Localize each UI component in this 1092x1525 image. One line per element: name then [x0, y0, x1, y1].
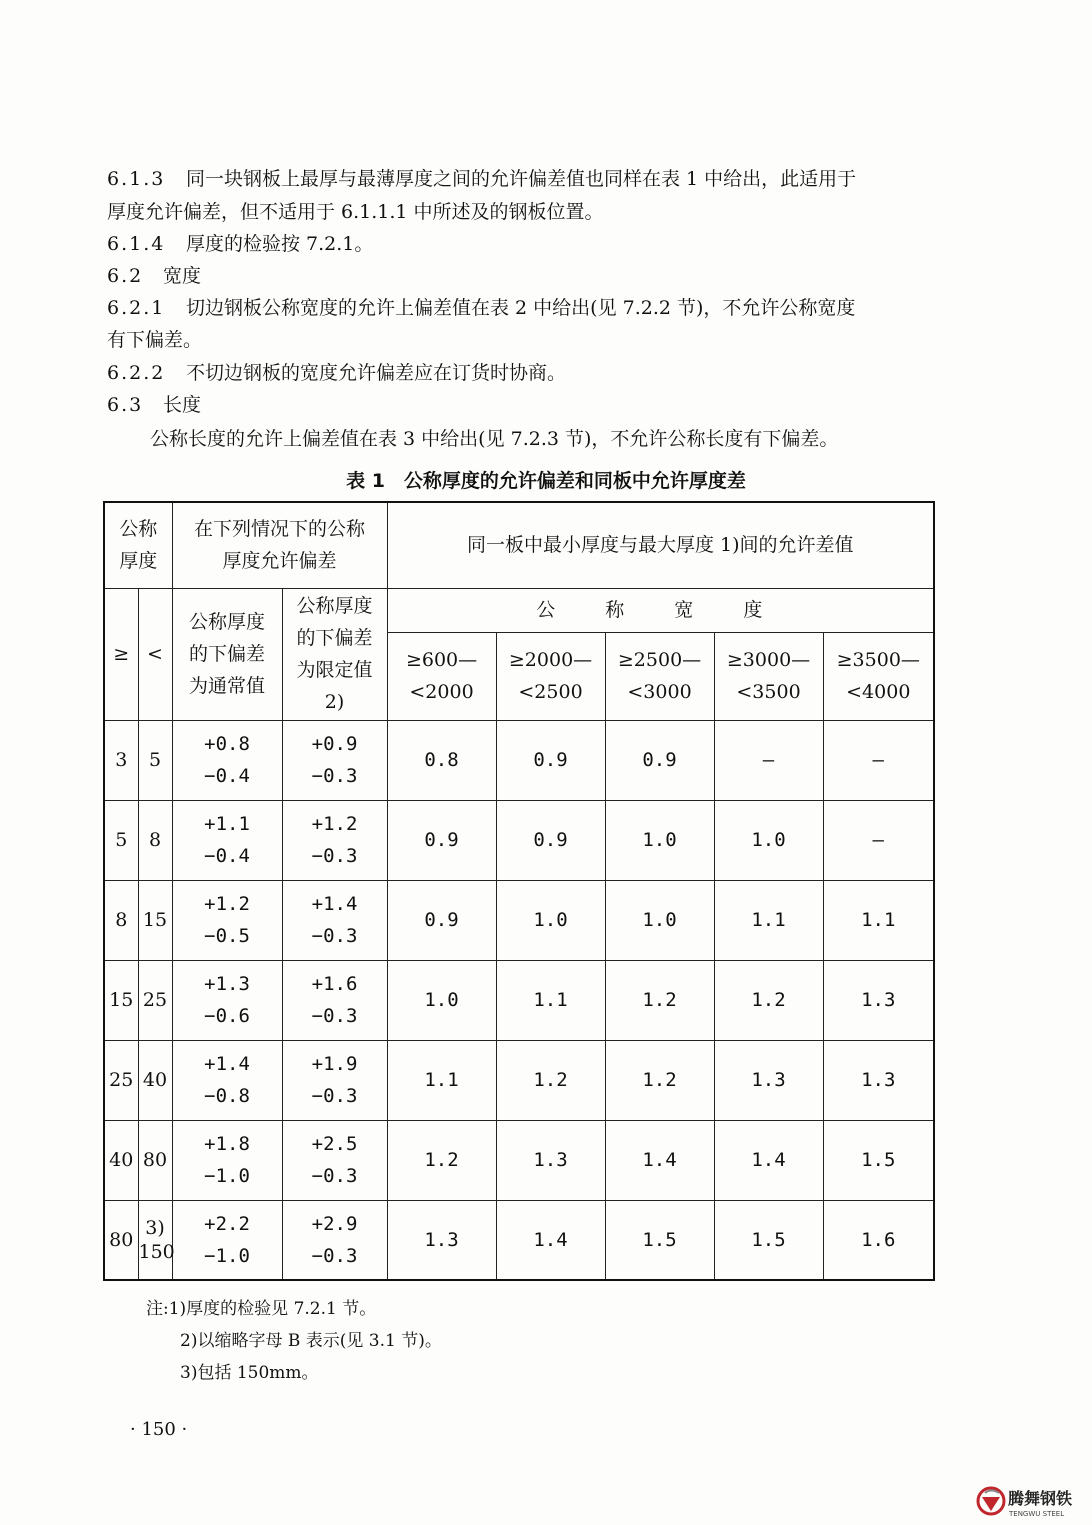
cell-difference: 1.0 [605, 800, 714, 880]
cell-difference: 0.9 [387, 880, 496, 960]
deviation-value: −0.3 [311, 845, 358, 867]
cell-thickness-max: 40 [138, 1040, 172, 1120]
cell-difference: 1.0 [605, 880, 714, 960]
header-thickness-difference: 同一板中最小厚度与最大厚度 1)间的允许差值 [387, 502, 934, 588]
cell-thickness-min: 3 [104, 720, 138, 800]
deviation-value: −0.3 [311, 765, 358, 787]
cell-limited-deviation [282, 800, 387, 880]
header-text: 公 称 宽 度 [536, 599, 785, 621]
header-width-4 [823, 632, 934, 720]
clause-number: 6.1.3 [107, 168, 166, 190]
cell-difference: 1.4 [496, 1200, 605, 1280]
header-text: 公称厚度 [296, 595, 373, 617]
header-text: 在下列情况下的公称 [194, 518, 366, 541]
header-width-1 [496, 632, 605, 720]
header-text: ≥3000— [726, 649, 811, 671]
header-text: <2000 [409, 681, 474, 703]
note-1: 注:1)厚度的检验见 7.2.1 节。 [146, 1299, 377, 1319]
clause-text: 不切边钢板的宽度允许偏差应在订货时协商。 [186, 362, 567, 384]
cell-difference: 1.0 [714, 800, 823, 880]
cell-difference: 1.6 [823, 1200, 934, 1280]
deviation-value: −0.3 [311, 1165, 358, 1187]
cell-normal-deviation [172, 800, 282, 880]
cell-difference: 1.0 [387, 960, 496, 1040]
table-row [104, 880, 934, 960]
tengwu-steel-logo [975, 1484, 1085, 1520]
clause-text: 切边钢板公称宽度的允许上偏差值在表 2 中给出(见 7.2.2 节)，不允许公称宽度 [186, 297, 856, 319]
header-nominal-width [387, 588, 934, 632]
logo-mark-icon [975, 1484, 1085, 1520]
deviation-value: +2.5 [311, 1133, 358, 1155]
header-width-2 [605, 632, 714, 720]
cell-difference: 1.1 [496, 960, 605, 1040]
cell-difference: 1.1 [714, 880, 823, 960]
cell-thickness-min: 40 [104, 1120, 138, 1200]
deviation-value: +0.9 [311, 733, 358, 755]
cell-difference: 1.2 [605, 1040, 714, 1120]
cell-difference: 1.3 [823, 1040, 934, 1120]
cell-difference: 1.3 [823, 960, 934, 1040]
header-normal-lower [172, 588, 282, 720]
cell-difference: 1.4 [714, 1120, 823, 1200]
deviation-value: −0.3 [311, 925, 358, 947]
clause-text: 厚度允许偏差，但不适用于 6.1.1.1 中所述及的钢板位置。 [107, 201, 604, 223]
cell-normal-deviation [172, 880, 282, 960]
cell-difference: 0.8 [387, 720, 496, 800]
deviation-value: +1.2 [311, 813, 358, 835]
cell-difference: — [714, 720, 823, 800]
note-2: 2)以缩略字母 B 表示(见 3.1 节)。 [180, 1331, 442, 1351]
table-row [104, 1200, 934, 1280]
clause-number: 6.2.1 [107, 297, 166, 319]
cell-limited-deviation [282, 880, 387, 960]
cell-normal-deviation [172, 960, 282, 1040]
deviation-value: −1.0 [204, 1244, 250, 1267]
cell-thickness-min: 5 [104, 800, 138, 880]
header-text: 厚度 [119, 550, 158, 573]
cell-difference: 1.0 [496, 880, 605, 960]
table-row [104, 1040, 934, 1120]
clause-number: 6.2.2 [107, 362, 166, 384]
header-width-0 [387, 632, 496, 720]
cell-difference: 1.5 [714, 1200, 823, 1280]
header-text: <2500 [518, 681, 583, 703]
cell-limited-deviation [282, 960, 387, 1040]
deviation-value: −0.5 [204, 925, 250, 947]
deviation-value: +1.4 [311, 893, 358, 915]
deviation-value: +1.6 [311, 973, 358, 995]
cell-thickness-max: 25 [138, 960, 172, 1040]
deviation-value: +2.9 [311, 1212, 358, 1235]
header-text: 的下偏差 [189, 643, 266, 665]
deviation-value: −0.4 [204, 845, 250, 867]
cell-thickness-min: 15 [104, 960, 138, 1040]
deviation-value: −0.3 [311, 1244, 358, 1267]
clause-text: 厚度的检验按 7.2.1。 [186, 233, 374, 255]
page-number: · 150 · [130, 1419, 188, 1440]
cell-limited-deviation [282, 1040, 387, 1120]
header-row-2 [104, 588, 934, 632]
deviation-value: +2.2 [204, 1212, 250, 1235]
header-text: 2) [324, 691, 345, 713]
clause-number: 6.1.4 [107, 233, 166, 255]
cell-thickness-min: 25 [104, 1040, 138, 1120]
cell-difference: — [823, 800, 934, 880]
deviation-value: −0.4 [204, 765, 250, 787]
header-lt: < [138, 588, 172, 720]
header-deviation [172, 502, 387, 588]
header-text: 为通常值 [189, 675, 266, 697]
header-text: 公称厚度 [189, 611, 266, 633]
deviation-value: +1.2 [204, 893, 250, 915]
cell-limited-deviation [282, 720, 387, 800]
header-text: <4000 [846, 681, 911, 703]
deviation-value: −0.6 [204, 1005, 250, 1027]
table-row [104, 800, 934, 880]
tolerance-table [103, 501, 935, 1281]
cell-difference: 1.3 [496, 1120, 605, 1200]
cell-thickness-max: 15 [138, 880, 172, 960]
cell-difference: 1.3 [387, 1200, 496, 1280]
header-text: ≥2000— [508, 649, 593, 671]
cell-difference: 0.9 [387, 800, 496, 880]
cell-difference: 1.5 [605, 1200, 714, 1280]
header-width-3 [714, 632, 823, 720]
cell-normal-deviation [172, 1200, 282, 1280]
cell-difference: 1.3 [714, 1040, 823, 1120]
cell-difference: 1.4 [605, 1120, 714, 1200]
cell-normal-deviation [172, 1120, 282, 1200]
cell-limited-deviation [282, 1200, 387, 1280]
header-text: <3000 [627, 681, 692, 703]
deviation-value: +1.1 [204, 813, 250, 835]
header-limited-lower [282, 588, 387, 720]
cell-normal-deviation [172, 720, 282, 800]
deviation-value: −0.3 [311, 1085, 358, 1107]
header-text: 厚度允许偏差 [222, 550, 337, 573]
cell-difference: 1.2 [605, 960, 714, 1040]
table-body [104, 720, 934, 1280]
header-text: ≥2500— [617, 649, 702, 671]
cell-difference: 1.5 [823, 1120, 934, 1200]
deviation-value: −0.8 [204, 1085, 250, 1107]
cell-difference: — [823, 720, 934, 800]
table-row [104, 720, 934, 800]
header-text: 为限定值 [296, 659, 373, 681]
clause-text: 宽度 [163, 265, 202, 287]
clause-number: 6.3 [107, 394, 144, 416]
cell-thickness-min: 8 [104, 880, 138, 960]
deviation-value: +1.3 [204, 973, 250, 995]
clause-number: 6.2 [107, 265, 144, 287]
header-text: ≥600— [405, 649, 478, 671]
deviation-value: +1.9 [311, 1053, 358, 1075]
cell-difference: 1.2 [496, 1040, 605, 1120]
clause-text: 公称长度的允许上偏差值在表 3 中给出(见 7.2.3 节)，不允许公称长度有下偏差。 [150, 428, 839, 450]
note-3: 3)包括 150mm。 [180, 1363, 319, 1383]
header-row-1 [104, 502, 934, 588]
cell-thickness-max: 8 [138, 800, 172, 880]
header-text: 公称 [119, 518, 158, 541]
table-caption: 表 1 公称厚度的允许偏差和同板中允许厚度差 [346, 470, 746, 492]
clause-text: 长度 [163, 394, 202, 416]
header-text: <3500 [736, 681, 801, 703]
clause-text: 有下偏差。 [107, 329, 203, 351]
header-nominal-thickness [104, 502, 172, 588]
deviation-value: −1.0 [204, 1165, 250, 1187]
deviation-value: +0.8 [204, 733, 250, 755]
table-row [104, 1120, 934, 1200]
cell-thickness-min: 80 [104, 1200, 138, 1280]
cell-thickness-max: 80 [138, 1120, 172, 1200]
logo-cn-text: 腾舞钢铁 [1008, 1489, 1073, 1508]
cell-normal-deviation [172, 1040, 282, 1120]
deviation-value: +1.8 [204, 1133, 250, 1155]
cell-thickness-max: 5 [138, 720, 172, 800]
deviation-value: −0.3 [311, 1005, 358, 1027]
cell-difference: 1.2 [387, 1120, 496, 1200]
cell-limited-deviation [282, 1120, 387, 1200]
table-row [104, 960, 934, 1040]
logo-en-text: TENGWU STEEL [1009, 1510, 1065, 1518]
header-text: ≥3500— [836, 649, 920, 671]
cell-thickness-max: 3) 150 [138, 1200, 172, 1280]
header-text: 的下偏差 [296, 627, 373, 649]
cell-difference: 1.2 [714, 960, 823, 1040]
cell-difference: 0.9 [496, 720, 605, 800]
clause-text: 同一块钢板上最厚与最薄厚度之间的允许偏差值也同样在表 1 中给出，此适用于 [186, 168, 857, 190]
header-ge: ≥ [104, 588, 138, 720]
cell-difference: 0.9 [496, 800, 605, 880]
cell-difference: 0.9 [605, 720, 714, 800]
cell-difference: 1.1 [387, 1040, 496, 1120]
cell-difference: 1.1 [823, 880, 934, 960]
deviation-value: +1.4 [204, 1053, 250, 1075]
